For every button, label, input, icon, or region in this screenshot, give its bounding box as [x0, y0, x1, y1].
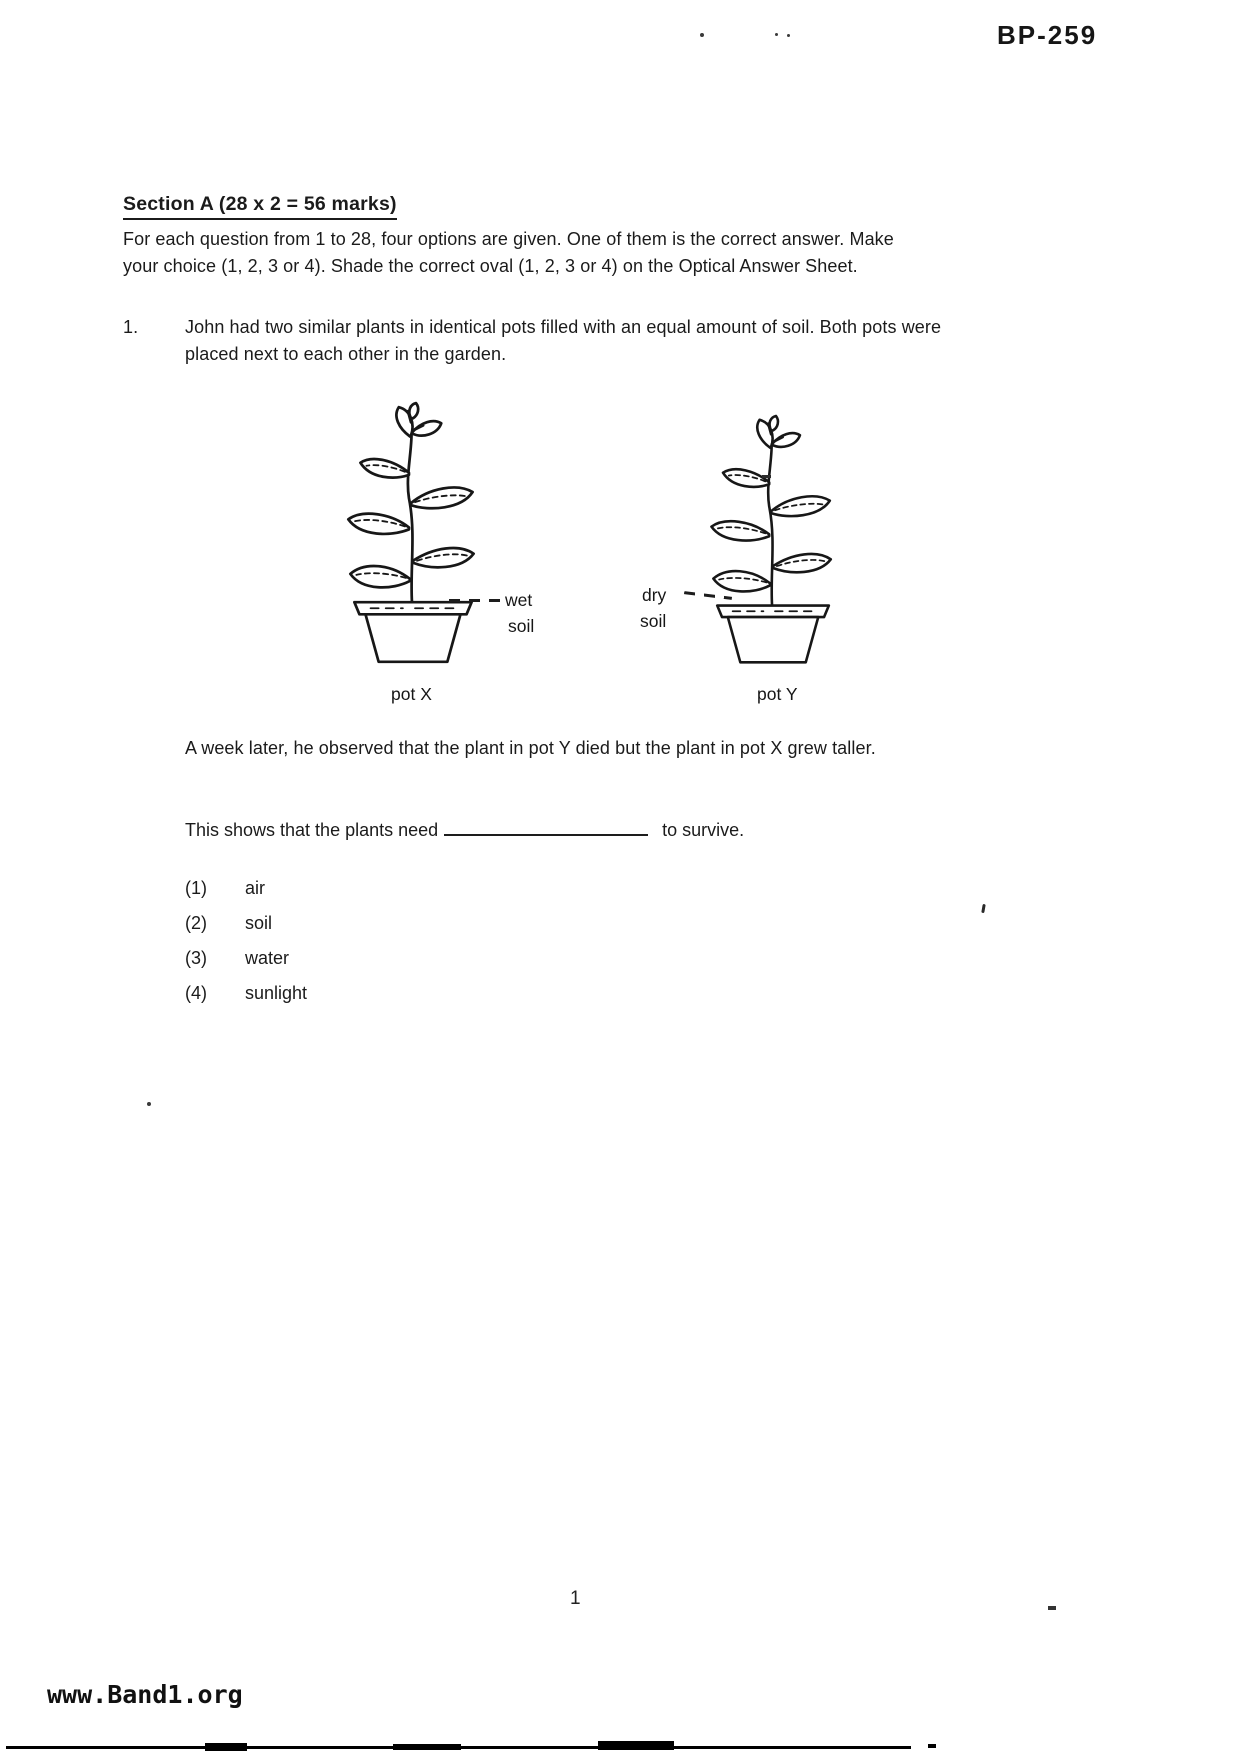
bottom-scan-bar-segment — [205, 1743, 247, 1751]
question-text: John had two similar plants in identical pots filled with an equal amount of soil. Both pots were placed next to each other in the garden. — [185, 317, 942, 364]
scan-speck — [147, 1102, 151, 1106]
scan-speck — [762, 475, 771, 478]
plant-pot-x-illustration — [318, 402, 510, 670]
wet-soil-label-line2: soil — [508, 616, 535, 636]
question-1 — [123, 314, 953, 368]
bottom-scan-bar-segment — [598, 1741, 674, 1750]
wet-soil-label — [505, 587, 534, 639]
bottom-scan-bar-segment — [393, 1744, 461, 1750]
scan-speck — [700, 33, 704, 37]
option-4-label: sunlight — [245, 983, 308, 1003]
pot-y-caption: pot Y — [757, 684, 798, 704]
page-number: 1 — [570, 1588, 581, 1609]
answer-blank-line — [444, 816, 648, 836]
wet-soil-label-line1: wet — [505, 590, 533, 610]
option-4 — [185, 981, 605, 1006]
pot-x-caption: pot X — [391, 684, 432, 704]
wet-soil-pointer-line — [449, 599, 503, 602]
option-3 — [185, 946, 605, 971]
fill-in-prefix: This shows that the plants need — [185, 820, 439, 840]
fill-in-suffix: to survive. — [662, 820, 745, 840]
watermark-url: www.Band1.org — [47, 1680, 243, 1709]
option-2-label: soil — [245, 913, 273, 933]
options-list — [185, 876, 605, 1006]
fill-in-sentence — [185, 816, 1085, 841]
option-1-number: (1) — [185, 878, 207, 898]
option-2 — [185, 911, 605, 936]
dry-soil-label-line1: dry — [642, 585, 667, 605]
paper-code: BP-259 — [997, 20, 1098, 50]
option-4-number: (4) — [185, 983, 207, 1003]
section-instructions: For each question from 1 to 28, four options are given. One of them is the correct answer. Make your choice (1, 2, 3 or 4). Shade the correct oval (1, 2, 3 or 4) on the Optical Answer Sheet. — [123, 229, 894, 276]
scan-speck — [775, 33, 778, 36]
option-1 — [185, 876, 605, 901]
option-2-number: (2) — [185, 913, 207, 933]
section-heading: Section A (28 x 2 = 56 marks) — [123, 193, 397, 220]
section-a-block — [123, 193, 933, 280]
scan-speck — [981, 904, 986, 913]
dry-soil-label-line2: soil — [640, 611, 667, 631]
scan-speck — [787, 34, 790, 37]
observation-text: A week later, he observed that the plant in pot Y died but the plant in pot X grew taller. — [185, 738, 876, 758]
question-number: 1. — [123, 317, 139, 337]
option-3-label: water — [245, 948, 290, 968]
bottom-scan-bar-dot — [928, 1744, 936, 1748]
dry-soil-label — [642, 582, 666, 634]
plant-pot-y-illustration — [678, 415, 870, 670]
option-3-number: (3) — [185, 948, 207, 968]
option-1-label: air — [245, 878, 266, 898]
scan-speck — [1048, 1606, 1056, 1610]
